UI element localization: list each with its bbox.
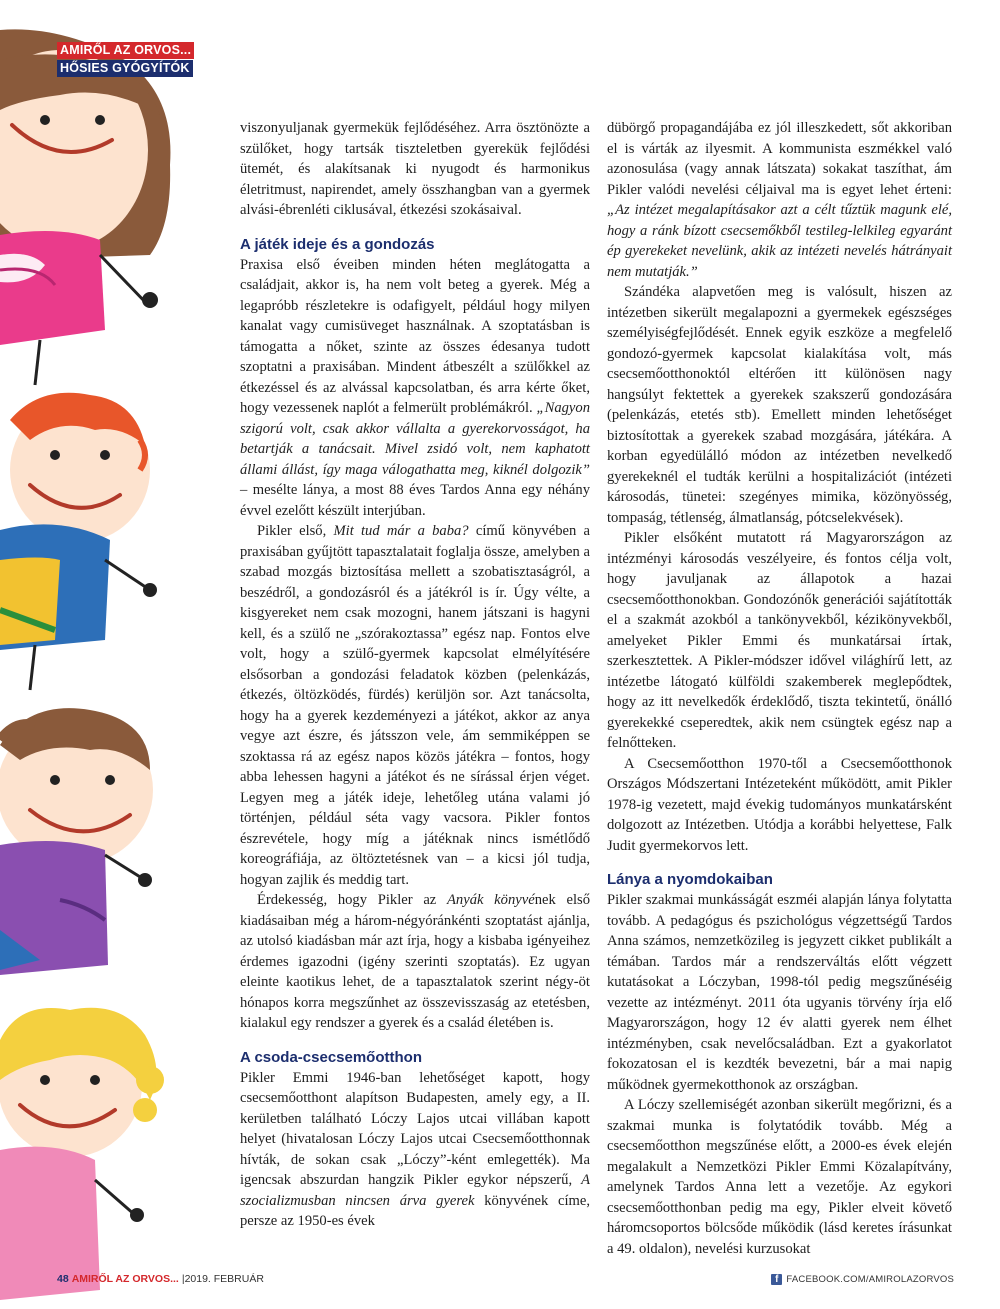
- text-run: könyvének címe, persze az 1950-es évek: [240, 1192, 590, 1229]
- issue-date: |2019. FEBRUÁR: [181, 1273, 264, 1285]
- text-run: Pikler első,: [257, 523, 334, 539]
- paragraph: [240, 1068, 590, 1232]
- facebook-icon: f: [771, 1274, 782, 1285]
- text-run: Pikler Emmi 1946-ban lehetőséget kapott, hogy csecsemőotthont alapítson Budapesten, amely egy, a II. kerületben található Lóczy Lajos utcai villában kapott helyet (hivatalosan Lóczy Lajos utcai Csecsemőotthonnak hívták, de sokan csak „Lóczy”-ként emlegették). Ma igencsak abszurdan hangzik Pikler egykor népszerű,: [240, 1069, 590, 1188]
- section-tag-top: AMIRŐL AZ ORVOS...: [57, 42, 194, 59]
- footer-social: [771, 1274, 954, 1285]
- child-2-figure: [0, 393, 157, 690]
- facebook-link[interactable]: FACEBOOK.COM/AMIROLAZORVOS: [786, 1274, 954, 1285]
- text-run: – mesélte lánya, a most 88 éves Tardos Anna egy néhány évvel ezelőtt készült interjúban.: [240, 482, 590, 519]
- kids-illustration: [0, 0, 215, 1309]
- text-run: dübörgő propagandájába ez jól illeszkedett, sőt akkoriban el is várták az ilyesmit. A kommunista eszmékkel való azonosulása (vagy annak látszata) sokakat taszíthat, ám Pikler valódi nevelési céljaival ma is egyet lehet érteni:: [607, 120, 952, 198]
- book-title: A szocializmusban nincsen árva gyerek: [240, 1172, 590, 1209]
- publication-name: AMIRŐL AZ ORVOS...: [71, 1273, 179, 1285]
- text-run: című könyvében a praxisában gyűjtött tapasztalatait foglalja össze, amelyben a szabad mozgás biztosítása mellett a szobatisztaságról, a beszédről, a gondozásról és a játékról is ír. Úgy vélte, a kisgyereket nem csak mozogni, hanem játszani is hagyni kell, és a szülő ne „szórakoztassa” egész nap. Fontos elve volt, hogy a szülő-gyermek kapcsolat elmélyítésére elsősorban a gondozási feladatok közben (pelenkázás, étkezés, öltözködés, fürdés) kerüljön sor. Azt tanácsolta, hogy ha a gyerek kezdeményezi a játékot, akkor az anya vegye azt észre, és játsszon vele, ám semmiképpen se szoktassa rá az egész napos közös játékra – fontos, hogy abba lehessen hagyni a játékot és ne sírással érjen véget. Legyen meg a játék ideje, lehetőleg utána valami jó történjen, például séta vagy vacsora. Pikler fontos észrevétele, hogy míg a játéknak nincs ismétlődő koreográfiája, az öltöztetésnek van – a kicsi jól tudja, hogyan zajlik és meddig tart.: [240, 523, 590, 888]
- article-column-right: [607, 118, 952, 1259]
- subheading-csoda: A csoda-csecsemőotthon: [240, 1048, 422, 1066]
- paragraph: [240, 255, 590, 522]
- section-tag: [57, 42, 194, 77]
- child-3-figure: [0, 708, 153, 975]
- section-tag-bottom: HŐSIES GYÓGYÍTÓK: [57, 60, 193, 77]
- kids-drawing: [0, 0, 215, 1309]
- text-run: Érdekesség, hogy Pikler az: [257, 892, 447, 908]
- paragraph: [240, 521, 590, 890]
- paragraph: [240, 890, 590, 1034]
- text-run: nek első kiadásaiban még a három-négyóránkénti szoptatást ajánlja, az utolsó kiadásban már azt írja, hogy a kisbaba igényeihez érdemes igazodni (igény szerinti szoptatás). Ez ugyan eleinte kaotikus lehet, de a tapasztalatok szerint négy-öt hónapos korra megszűnhet az összevisszaság az etetésben, kialakul egy rendszer a gyerek és a család életében is.: [240, 892, 591, 1031]
- paragraph: Pikler elsőként mutatott rá Magyarországon az intézményi károsodás veszélyeire, és fontos célja volt, hogy javuljanak az állapotok a hazai csecsemőotthonokban. Gondozónők generációi sajátították el a szakmát azokból a tankönyvekből, kézikönyvekből, amelyeket Pikler Emmi és munkatársai írtak, szerkesztettek. A Pikler-módszer idővel világhírű lett, az intézetbe látogató külföldi szakemberek meglepődtek, hogy az itt nevelkedők érdeklődő, tiszta tekintetű, önálló gyerekekké cseperedtek, akik nem csüngtek egész nap a felnőtteken.: [607, 530, 952, 751]
- paragraph: Szándéka alapvetően meg is valósult, hiszen az intézetben sikerült megalapozni a gyermekek egészséges személyiségfejlődését. Ennek egyik eszköze a megfelelő gondozó-gyermek kapcsolat kialakítása volt, más csecsemőotthonoktól eltérően itt különösen nagy hangsúlyt fektettek a gyerekek szakszerű gondozására (pelenkázás, etetés stb). Emellett minden lehetőséget biztosítottak a gyerekek szabad mozgására, játékára. A korban egyedülálló módon az intézetben nevelkedő gyerekeknél el tudták kerülni a hospitalizációt (intézeti károsodás, tünetei: szegényes mimika, közönyösség, tompaság, tétlenség, álmatlanság, pótcselekvések).: [607, 284, 952, 526]
- paragraph: viszonyuljanak gyermekük fejlődéséhez. Arra ösztönözte a szülőket, hogy tartsák tiszteletben gyerekük fejlődési ütemét, és alakítsanak ki nyugodt és harmonikus életritmust, napirendet, amely összhangban van a gyermek alvási-ébrenléti ciklusával, étkezési szokásaival.: [240, 120, 590, 218]
- article-column-left: [240, 118, 590, 1232]
- quote: „Nagyon szigorú volt, csak akkor vállalta a gyerekorvosságot, ha betartják a tanácsait. Mivel zsidó volt, nem kaphatott állami állást, így maga válogathatta meg, kiknél dolgozik”: [240, 400, 590, 478]
- subheading-jatek: A játék ideje és a gondozás: [240, 235, 435, 253]
- subheading-lanya: Lánya a nyomdokaiban: [607, 871, 773, 888]
- footer-folio: [57, 1273, 264, 1285]
- paragraph: Pikler szakmai munkásságát eszméi alapján lánya folytatta tovább. A pedagógus és pszichológus végzettségű Tardos Anna számos, nemzetközileg is jegyzett cikket publikált a témában. Tardos már a rendszerváltás előtt végzett kutatásokat a Lóczyban, 1998-tól pedig megszűnéséig vezette az intézményt. 2011 óta ugyanis törvény írja elő Magyarországon, hogy 12 év alatti gyerek nem élhet intézményben, csak nevelőcsaládban. Ezt a gyakorlatot fokozatosan el is kezdték bevezetni, bár a mai napig működnek gyermekotthonok az országban.: [607, 892, 952, 1093]
- child-1-figure: [0, 29, 170, 385]
- quote: „Az intézet megalapításakor azt a célt tűztük magunk elé, hogy a ránk bízott csecsemőkből testileg-lelkileg egyaránt ép gyerekeket nevelünk, akik az intézeti nevelés hátrányait nem mutatják.”: [607, 202, 952, 280]
- book-title: Anyák könyvé: [447, 892, 535, 908]
- paragraph: [607, 118, 952, 282]
- child-4-figure: [0, 1008, 164, 1300]
- paragraph: A Csecsemőotthon 1970-től a Csecsemőotthonok Országos Módszertani Intézeteként működött, amit Pikler 1978-ig vezetett, majd évekig tudományos munkatársként dolgozott az Intézetben. Utódja a korábbi helyettese, Falk Judit gyermekorvos lett.: [607, 755, 952, 854]
- paragraph: A Lóczy szellemiségét azonban sikerült megőrizni, és a szakmai munka is folytatódik tovább. Még a csecsemőotthon megszűnése előtt, a 2000-es évek elején megalakult a Nemzetközi Pikler Emmi Közalapítvány, amelynek Tardos Anna lett a vezetője. Az egykori csecsemőotthonban pedig ma egy, Pikler elveit követő háromcsoportos bölcsőde működik (lásd keretes írásunkat a 49. oldalon), nevelési kurzusokat: [607, 1097, 952, 1257]
- book-title: Mit tud már a baba?: [333, 523, 469, 539]
- text-run: Praxisa első éveiben minden héten meglátogatta a családjait, akkor is, ha nem volt beteg a gyerek. Még a legapróbb részletekre is odafigyelt, például hogy milyen kanalat vagy cumisüveget használnak. A szoptatásban is támogatta a nőket, szinte az összes édesanya tudott szoptatni a praxisában. Mindent átbeszélt a szülőkkel az étkezéssel és az alvással kapcsolatban, és arra kérte őket, hogy vezessenek naplót a felmerült problémákról.: [240, 256, 590, 416]
- page-number: 48: [57, 1273, 69, 1285]
